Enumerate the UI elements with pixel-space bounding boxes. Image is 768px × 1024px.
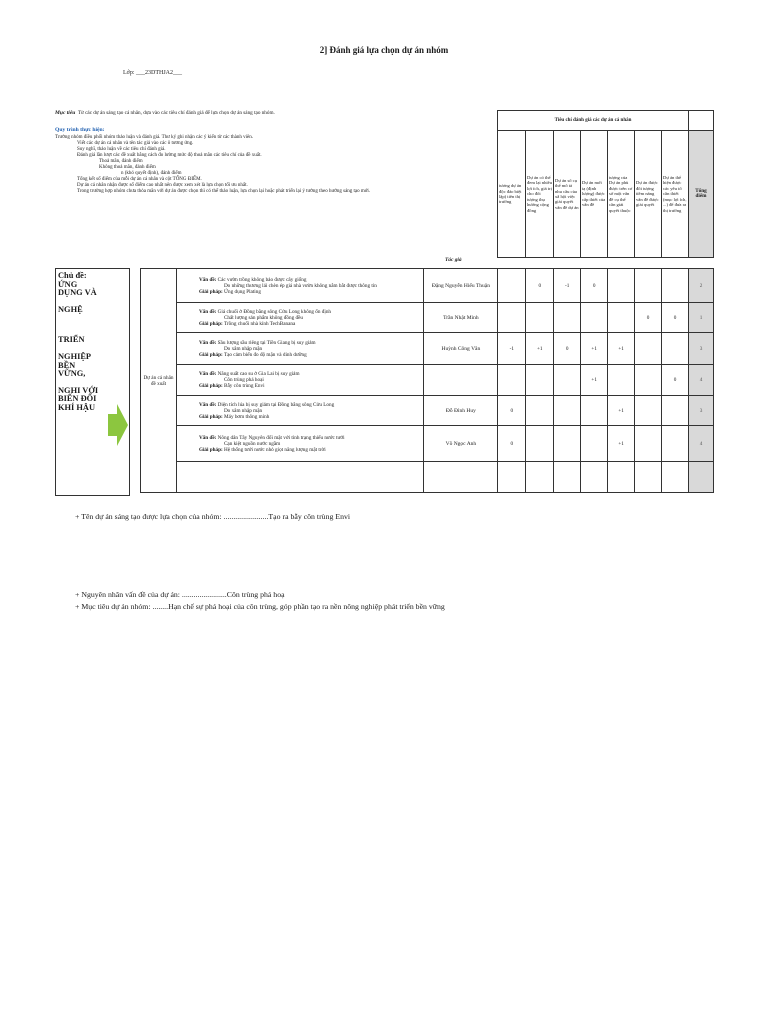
theme-line: NGHIỆP xyxy=(58,351,92,361)
score-cell xyxy=(662,269,689,303)
theme-line: TRIỂN xyxy=(58,335,85,345)
process-step: Trong trường hợp nhóm chưa thỏa mãn với dự án được chọn thì có thể thảo luận, lựa chọn lại hoặc phát triển lại ý tưởng theo hướng sáng tạo mới. xyxy=(77,189,371,194)
process-step: Không thoả mãn, đánh điểm xyxy=(99,165,156,170)
score-cell: +1 xyxy=(608,333,635,365)
project-description xyxy=(176,303,424,333)
criterion-6: Dự án được đối tượng tiềm năng vấn đề được giải quyết xyxy=(635,131,662,258)
theme-line: Chủ đề: xyxy=(58,271,87,280)
solution-text: Máy bơm thông minh xyxy=(224,413,270,420)
process-heading: Quy trình thực hiện: xyxy=(55,127,105,133)
table-row xyxy=(141,426,714,462)
project-description xyxy=(176,396,424,426)
problem-text: Diện tích lúa bị suy giảm tại Đồng bằng sông Cửu Long xyxy=(217,401,335,408)
project-description xyxy=(176,462,424,493)
author-cell: Đỗ Đình Huy xyxy=(424,396,498,426)
score-cell: 0 xyxy=(498,426,526,462)
solution-label: Giải pháp: xyxy=(198,320,223,327)
score-cell: 0 xyxy=(526,269,554,303)
cause-text: Chất lượng sản phẩm không đồng đều xyxy=(223,314,303,321)
project-description xyxy=(176,333,424,365)
theme-line: VỮNG, xyxy=(58,369,86,379)
table-row xyxy=(141,462,714,493)
score-cell xyxy=(581,303,608,333)
problem-text: Năng suất cao su ở Gia Lai bị suy giảm xyxy=(217,371,300,377)
score-cell xyxy=(635,365,662,396)
score-cell xyxy=(662,462,689,493)
score-cell: 0 xyxy=(554,333,581,365)
cause-text: Do xâm nhập mặn xyxy=(223,345,263,352)
criteria-table xyxy=(497,110,714,258)
theme-line: NGHI VỚI xyxy=(58,385,99,395)
problem-label: Vấn đề: xyxy=(198,371,217,377)
score-cell: -1 xyxy=(498,333,526,365)
process-step: Dự án cá nhân nhận được số điểm cao nhất nên được xem xét là lựa chọn tối ưu nhất. xyxy=(77,183,248,188)
score-cell: +1 xyxy=(608,426,635,462)
criteria-header: Tiêu chí đánh giá các dự án cá nhân xyxy=(498,111,689,131)
author-label: Tác giả xyxy=(445,257,462,263)
solution-label: Giải pháp: xyxy=(198,446,223,453)
criterion-4: Dự án mới tạ (định lượng) được cấp thiết của vấn đề xyxy=(581,131,608,258)
score-cell xyxy=(554,303,581,333)
solution-label: Giải pháp: xyxy=(198,288,223,295)
solution-text: Bẫy côn trùng Envi xyxy=(224,383,265,389)
author-cell: Trần Nhật Minh xyxy=(424,303,498,333)
theme-line: ỨNG xyxy=(58,279,78,289)
total-score-cell: 3 xyxy=(688,396,713,426)
score-cell xyxy=(635,333,662,365)
score-cell xyxy=(608,462,635,493)
score-cell xyxy=(554,426,581,462)
solution-text: Ứng dụng Plating xyxy=(224,288,261,295)
process-step: Đánh giá lần lượt các đề xuất bằng cách đo lường mức độ thoả mãn các tiêu chí của đề xuất. xyxy=(77,153,262,158)
score-cell: +1 xyxy=(526,333,554,365)
score-cell xyxy=(608,269,635,303)
score-cell: 0 xyxy=(581,269,608,303)
problem-label: Vấn đề: xyxy=(198,339,217,346)
score-cell xyxy=(498,269,526,303)
criterion-7: Dự án thể hiện được các yêu tố cần thiết (mục lợi ích, ...) để đưa ra thị trường xyxy=(662,131,689,258)
theme-line: BỀN xyxy=(58,360,76,370)
cause-text: Cạn kiệt nguồn nước ngầm xyxy=(223,440,281,447)
score-cell xyxy=(635,426,662,462)
score-cell xyxy=(581,426,608,462)
class-line: Lớp: ___23DTHJA2___ xyxy=(123,70,183,76)
score-cell: +1 xyxy=(581,333,608,365)
objective-text: Từ các dự án sáng tạo cá nhân, dựa vào các tiêu chí đánh giá để lựa chọn dự án sáng tạo nhóm. xyxy=(77,110,275,116)
score-cell: 0 xyxy=(498,396,526,426)
problem-label: Vấn đề: xyxy=(198,276,217,283)
problem-label: Vấn đề: xyxy=(198,308,217,315)
solution-label: Giải pháp: xyxy=(198,413,223,420)
score-cell: 0 xyxy=(662,365,689,396)
score-cell xyxy=(526,426,554,462)
score-cell: 0 xyxy=(662,303,689,333)
solution-text: Trồng chuối nhà kính TechBanana xyxy=(223,320,296,327)
score-cell xyxy=(662,396,689,426)
score-cell xyxy=(581,396,608,426)
theme-line: NGHỆ xyxy=(58,304,83,314)
score-cell xyxy=(581,462,608,493)
problem-text: Nông dân Tây Nguyên đối mặt với tình trạng thiếu nước tưới xyxy=(217,434,345,441)
proposals-table xyxy=(140,268,714,493)
score-cell xyxy=(526,365,554,396)
table-row xyxy=(141,269,714,303)
process-step: Trưởng nhóm điều phối nhóm thảo luận và đánh giá. Thư ký ghi nhận các ý kiến từ các thành viên. xyxy=(55,135,253,140)
page-title: 2] Đánh giá lựa chọn dự án nhóm xyxy=(319,45,449,55)
solution-text: Hệ thống tưới nước nhỏ giọt năng lượng mặt trời xyxy=(224,446,326,453)
problem-label: Vấn đề: xyxy=(198,401,217,408)
score-cell xyxy=(498,303,526,333)
problem-text: Giá chuối ở Đồng bằng sông Cửu Long không ổn định xyxy=(217,308,332,315)
total-score-cell: 3 xyxy=(688,333,713,365)
score-cell: 0 xyxy=(635,303,662,333)
project-cause: + Nguyên nhân vấn đề của dự án: .......................Côn trùng phá hoạ xyxy=(75,590,285,599)
cause-text: Do những thương lái chèn ép giá nhà vườn không nắm bắt được thông tin xyxy=(223,282,377,289)
solution-label: Giải pháp: xyxy=(198,383,223,389)
process-step: n (khó quyết định), đánh điểm xyxy=(121,171,182,176)
theme-line: BIẾN ĐỔI xyxy=(58,394,97,404)
score-cell xyxy=(526,303,554,333)
project-goal: + Mục tiêu dự án nhóm: ........Hạn chế sự phá hoại của côn trùng, góp phần tạo ra nền nông nghiệp phát triển bền vững xyxy=(75,602,445,611)
author-cell: Đặng Nguyễn Hiếu Thuận xyxy=(424,269,498,303)
theme-line: KHÍ HẬU xyxy=(58,402,95,412)
total-score-cell: 2 xyxy=(688,269,713,303)
arrow-right-icon xyxy=(108,404,128,446)
score-cell xyxy=(554,396,581,426)
total-score-cell: 4 xyxy=(688,365,713,396)
project-description xyxy=(176,365,424,396)
process-steps xyxy=(55,135,370,195)
table-row xyxy=(141,396,714,426)
selected-project: + Tên dự án sáng tạo được lựa chọn của nhóm: .......................Tạo ra bẫy côn trùng Envi xyxy=(75,512,351,521)
cause-text: Côn trùng phá hoại xyxy=(223,377,264,383)
total-score-cell: 4 xyxy=(688,426,713,462)
solution-label: Giải pháp: xyxy=(198,351,223,358)
project-description xyxy=(176,269,424,303)
solution-text: Tạo cảm biến đo độ mặn và dinh dưỡng xyxy=(223,351,307,358)
score-cell xyxy=(526,396,554,426)
problem-text: Các vườn trồng không bảo được cây giống xyxy=(217,276,307,283)
objective-label: Mục tiêu xyxy=(55,110,76,116)
author-cell xyxy=(424,462,498,493)
objective xyxy=(55,110,475,116)
score-cell xyxy=(635,462,662,493)
process-step: Tổng kết số điểm của mỗi dự án cá nhân và cột TỔNG ĐIỂM. xyxy=(77,177,202,182)
criterion-3: Dự án số cụ thể mô tả nhu cầu của xã hội việc giải quyết vấn đề dự án xyxy=(554,131,581,258)
score-cell xyxy=(526,462,554,493)
score-cell xyxy=(554,462,581,493)
score-cell xyxy=(662,426,689,462)
process-step: Viết các dự án cá nhân và tên tác giả vào các ô tương ứng. xyxy=(77,141,194,146)
score-cell xyxy=(608,365,635,396)
score-cell: +1 xyxy=(581,365,608,396)
criterion-1: tương dự án độc đáo biệt lập) tiên thị trường xyxy=(498,131,526,258)
theme-box xyxy=(55,268,130,496)
total-score-cell xyxy=(688,462,713,493)
author-cell: Võ Ngọc Anh xyxy=(424,426,498,462)
proposal-label: Dự án cá nhân đề xuất xyxy=(141,269,177,493)
score-cell xyxy=(635,269,662,303)
problem-label: Vấn đề: xyxy=(198,434,217,441)
score-cell xyxy=(635,396,662,426)
score-cell xyxy=(498,462,526,493)
score-cell: -1 xyxy=(554,269,581,303)
theme-spacer xyxy=(58,314,127,336)
total-score-cell: 1 xyxy=(688,303,713,333)
table-row xyxy=(141,365,714,396)
score-cell xyxy=(554,365,581,396)
problem-text: Sầu lượng sầu riêng tại Tiền Giang bị suy giảm xyxy=(217,339,316,346)
process-step: Thoả mãn, đánh điểm xyxy=(99,159,143,164)
theme-line: DỤNG VÀ xyxy=(58,288,97,298)
process-step: Suy nghĩ, thảo luận về các tiêu chí đánh giá. xyxy=(77,147,166,152)
project-description xyxy=(176,426,424,462)
total-score-header: Tổng điểm xyxy=(689,131,714,258)
author-cell xyxy=(424,365,498,396)
score-cell xyxy=(608,303,635,333)
score-cell xyxy=(498,365,526,396)
table-row xyxy=(141,333,714,365)
criteria-corner xyxy=(689,111,714,131)
table-row xyxy=(141,303,714,333)
criterion-5: tượng của Dự án phù được trên cơ sở một vấn đề cụ thể cần giải quyết thuộc xyxy=(608,131,635,258)
score-cell: +1 xyxy=(608,396,635,426)
author-cell: Huỳnh Công Văn xyxy=(424,333,498,365)
criterion-2: Dự án có thể đem lại nhiều lợi ích, giá trị cho đối tượng thụ hưởng cộng đồng xyxy=(526,131,554,258)
cause-text: Do xâm nhập mặn xyxy=(223,407,263,414)
score-cell xyxy=(662,333,689,365)
